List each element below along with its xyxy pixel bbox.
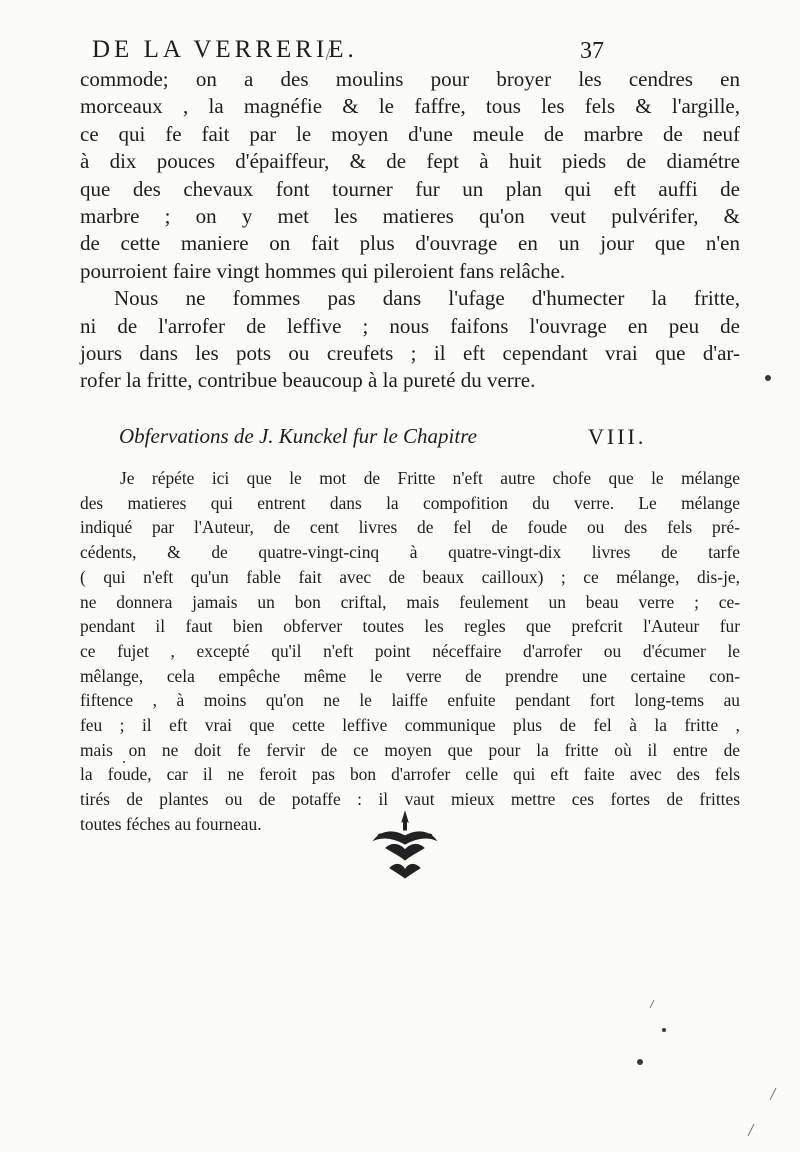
text-line: toutes féches au fourneau. — [80, 813, 262, 834]
text-line: tirés de plantes ou de potaffe : il vaut mieux mettre ces fortes de frittes — [80, 789, 740, 810]
text-line: la foude, car il ne feroit pas bon d'arrofer celle qui eft faite avec des fels — [80, 764, 740, 785]
text-line: morceaux , la magnéfie & le faffre, tous les fels & l'argille, — [80, 94, 740, 119]
chapter-number: VIII. — [588, 424, 647, 449]
text-line: mais on ne doit fe fervir de ce moyen que pour la fritte où il entre de — [80, 739, 740, 760]
text-line: Nous ne fommes pas dans l'ufage d'humecter la fritte, — [114, 286, 740, 311]
text-line: jours dans les pots ou creufets ; il eft cependant vrai que d'ar- — [80, 341, 740, 366]
text-line: cédents, & de quatre-vingt-cinq à quatre-vingt-dix livres de tarfe — [80, 542, 740, 563]
running-head-title: DE LA VERRERIE. — [92, 36, 358, 63]
text-line: mêlange, cela empêche même le verre de prendre une certaine con- — [80, 665, 740, 686]
text-line: marbre ; on y met les matieres qu'on veut pulvérifer, & — [80, 204, 740, 229]
text-line: de cette maniere on fait plus d'ouvrage en un jour que n'en — [80, 231, 740, 256]
text-line: à dix pouces d'épaiffeur, & de fept à huit pieds de diamétre — [80, 149, 740, 174]
text-line: que des chevaux font tourner fur un plan qui eft auffi de — [80, 176, 740, 201]
text-line: ( qui n'eft qu'un fable fait avec de beaux cailloux) ; ce mélange, dis-je, — [80, 566, 740, 587]
text-line: pourroient faire vingt hommes qui pileroient fans relâche. — [80, 258, 566, 283]
text-line: indiqué par l'Auteur, de cent livres de fel de foude ou des fels pré- — [80, 517, 740, 538]
fleuron-ornament-icon — [360, 808, 450, 888]
text-line: des matieres qui entrent dans la compofition du verre. Le mélange — [80, 492, 740, 513]
text-line: ne donnera jamais un bon criftal, mais feulement un beau verre ; ce- — [80, 591, 740, 612]
main-paragraphs — [80, 66, 740, 395]
text-line: Je répéte ici que le mot de Fritte n'eft autre chofe que le mélange — [120, 468, 740, 488]
text-line: feu ; il eft vrai que cette leffive communique plus de fel à la fritte , — [80, 715, 740, 736]
text-line: fiftence , à moins qu'on ne le laiffe enfuite pendant fort long-tems au — [80, 690, 740, 711]
text-line: ni de l'arrofer de leffive ; nous faifons l'ouvrage en peu de — [80, 313, 740, 338]
page-number: 37 — [580, 38, 604, 64]
text-line: pendant il faut bien obferver toutes les regles que prefcrit l'Auteur fur — [80, 616, 740, 637]
text-line: commode; on a des moulins pour broyer les cendres en — [80, 67, 740, 91]
observations-paragraph — [80, 466, 740, 837]
text-line: ce qui fe fait par le moyen d'une meule de marbre de neuf — [80, 121, 740, 146]
text-line: ce fujet , excepté qu'il n'eft point néceffaire d'arrofer ou d'écumer le — [80, 640, 740, 661]
text-line: rofer la fritte, contribue beaucoup à la pureté du verre. — [80, 368, 536, 393]
observations-heading-title: Obfervations de J. Kunckel fur le Chapitre — [119, 424, 477, 448]
